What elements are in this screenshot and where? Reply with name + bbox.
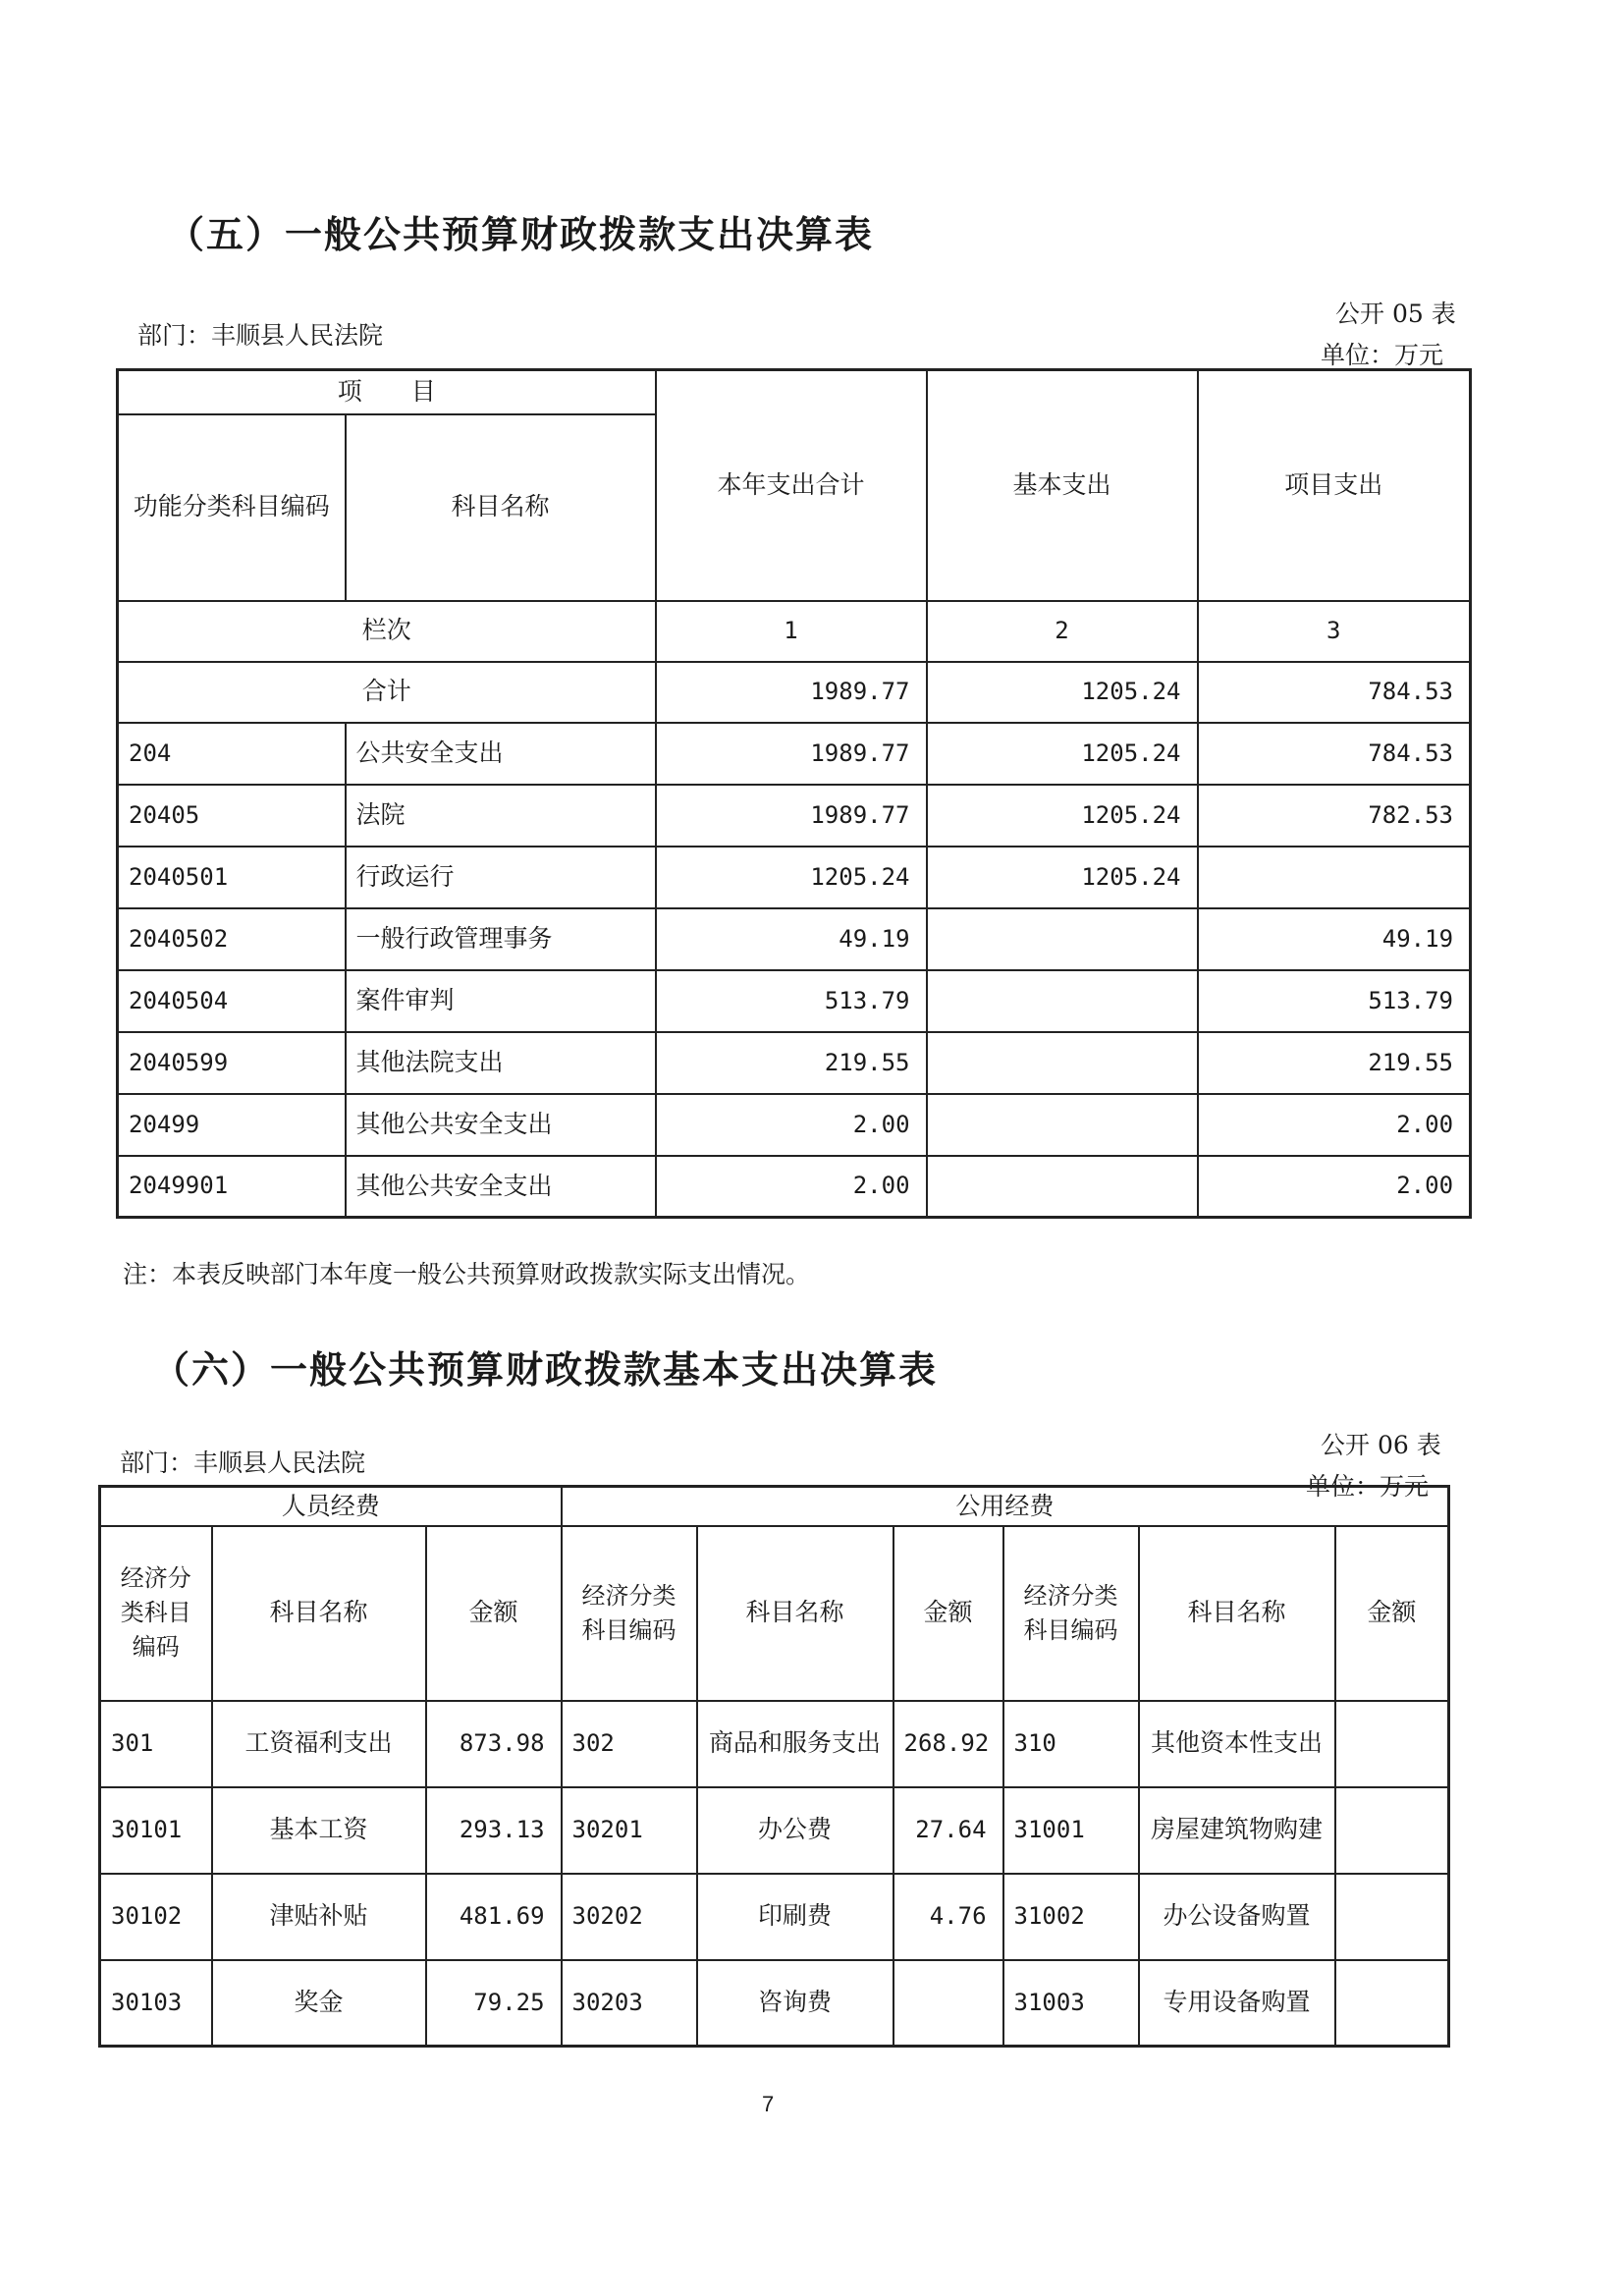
table-row [118,723,1471,785]
table-row [118,970,1471,1032]
header-g-amount: 金额 [893,1526,1003,1701]
row-name: 一般行政管理事务 [346,908,656,970]
g-name: 印刷费 [697,1874,893,1960]
c-code: 31003 [1003,1960,1139,2047]
g-code: 30203 [562,1960,697,2047]
section5-form-number: 公开 05 表 [1335,300,1456,328]
row-total: 1989.77 [656,785,927,847]
row-name: 其他公共安全支出 [346,1156,656,1218]
p-code: 30101 [100,1787,212,1874]
row-code: 2049901 [118,1156,346,1218]
row-name: 其他公共安全支出 [346,1094,656,1156]
row-basic: 1205.24 [927,785,1198,847]
row-name: 公共安全支出 [346,723,656,785]
table-row [118,1156,1471,1218]
header-g-code: 经济分类科目编码 [562,1526,697,1701]
row-name: 行政运行 [346,847,656,908]
p-name: 基本工资 [212,1787,426,1874]
p-code: 30102 [100,1874,212,1960]
row-code: 2040501 [118,847,346,908]
row-basic [927,1156,1198,1218]
g-amount: 268.92 [893,1701,1003,1787]
row-code: 2040504 [118,970,346,1032]
header-c-name: 科目名称 [1139,1526,1335,1701]
section6-unit: 单位：万元 [1306,1472,1430,1501]
header-p-amount: 金额 [426,1526,562,1701]
row-code: 20499 [118,1094,346,1156]
header-basic: 基本支出 [927,370,1198,601]
row-project: 219.55 [1198,1032,1471,1094]
p-amount: 293.13 [426,1787,562,1874]
header-project: 项目支出 [1198,370,1471,601]
header-p-name: 科目名称 [212,1526,426,1701]
section5-table [116,368,1472,1219]
c-amount [1335,1960,1449,2047]
row-basic [927,908,1198,970]
table-row [100,1701,1449,1787]
table-row [100,1960,1449,2047]
p-code: 30103 [100,1960,212,2047]
sum-row [118,662,1471,723]
g-name: 办公费 [697,1787,893,1874]
row-name: 法院 [346,785,656,847]
header-item: 项 目 [118,370,656,414]
sum-label: 合计 [118,662,656,723]
row-code: 2040599 [118,1032,346,1094]
g-amount [893,1960,1003,2047]
row-basic [927,970,1198,1032]
row-name: 其他法院支出 [346,1032,656,1094]
g-code: 30202 [562,1874,697,1960]
header-name: 科目名称 [346,414,656,601]
p-name: 奖金 [212,1960,426,2047]
section6-form-number: 公开 06 表 [1321,1431,1441,1459]
g-name: 商品和服务支出 [697,1701,893,1787]
sum-basic: 1205.24 [927,662,1198,723]
c-code: 31002 [1003,1874,1139,1960]
row-project [1198,847,1471,908]
section5-note: 注：本表反映部门本年度一般公共预算财政拨款实际支出情况。 [123,1260,811,1288]
g-amount: 4.76 [893,1874,1003,1960]
c-name: 其他资本性支出 [1139,1701,1335,1787]
row-total: 2.00 [656,1156,927,1218]
row-basic: 1205.24 [927,847,1198,908]
sum-project: 784.53 [1198,662,1471,723]
p-amount: 481.69 [426,1874,562,1960]
section5-department: 部门：丰顺县人民法院 [137,321,384,350]
row-project: 513.79 [1198,970,1471,1032]
p-name: 津贴补贴 [212,1874,426,1960]
c-amount [1335,1874,1449,1960]
row-basic [927,1094,1198,1156]
row-basic [927,1032,1198,1094]
header-c-amount: 金额 [1335,1526,1449,1701]
c-name: 专用设备购置 [1139,1960,1335,2047]
p-code: 301 [100,1701,212,1787]
table-row [118,908,1471,970]
c-amount [1335,1787,1449,1874]
c-name: 办公设备购置 [1139,1874,1335,1960]
page-number: 7 [762,2092,775,2116]
header-c-code: 经济分类科目编码 [1003,1526,1139,1701]
g-code: 30201 [562,1787,697,1874]
p-name: 工资福利支出 [212,1701,426,1787]
row-total: 1989.77 [656,723,927,785]
section6-department: 部门：丰顺县人民法院 [120,1449,366,1477]
g-code: 302 [562,1701,697,1787]
sum-total: 1989.77 [656,662,927,723]
header-code: 功能分类科目编码 [118,414,346,601]
table-row [118,1032,1471,1094]
g-name: 咨询费 [697,1960,893,2047]
c-name: 房屋建筑物购建 [1139,1787,1335,1874]
row-total: 513.79 [656,970,927,1032]
header-g-name: 科目名称 [697,1526,893,1701]
header-public-expenses: 公用经费 [562,1487,1449,1526]
table-row [118,785,1471,847]
section6-title: （六）一般公共预算财政拨款基本支出决算表 [152,1348,939,1392]
row-basic: 1205.24 [927,723,1198,785]
row-total: 1205.24 [656,847,927,908]
row-project: 2.00 [1198,1094,1471,1156]
c-amount [1335,1701,1449,1787]
table-row [100,1787,1449,1874]
row-name: 案件审判 [346,970,656,1032]
column-index-label: 栏次 [118,601,656,662]
section6-table [98,1485,1450,2048]
row-code: 20405 [118,785,346,847]
column-index-1: 1 [656,601,927,662]
column-index-3: 3 [1198,601,1471,662]
p-amount: 79.25 [426,1960,562,2047]
row-project: 2.00 [1198,1156,1471,1218]
row-total: 219.55 [656,1032,927,1094]
row-total: 49.19 [656,908,927,970]
g-amount: 27.64 [893,1787,1003,1874]
table-row [118,847,1471,908]
table-row [118,1094,1471,1156]
row-project: 784.53 [1198,723,1471,785]
row-code: 2040502 [118,908,346,970]
section5-unit: 单位：万元 [1321,341,1444,369]
c-code: 31001 [1003,1787,1139,1874]
row-total: 2.00 [656,1094,927,1156]
header-p-code: 经济分类科目编码 [100,1526,212,1701]
column-index-2: 2 [927,601,1198,662]
section5-title: （五）一般公共预算财政拨款支出决算表 [167,213,875,256]
c-code: 310 [1003,1701,1139,1787]
p-amount: 873.98 [426,1701,562,1787]
row-code: 204 [118,723,346,785]
header-total: 本年支出合计 [656,370,927,601]
row-project: 782.53 [1198,785,1471,847]
row-project: 49.19 [1198,908,1471,970]
table-row [100,1874,1449,1960]
header-personnel-expenses: 人员经费 [100,1487,562,1526]
